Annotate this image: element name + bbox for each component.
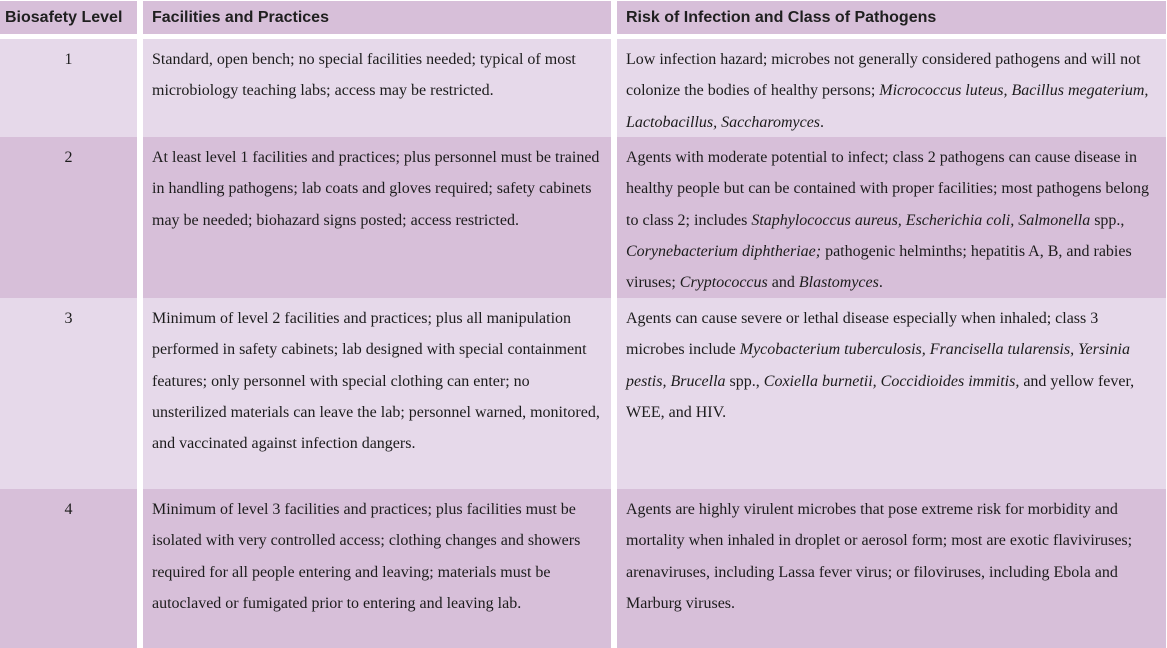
species-name-text: Coxiella burnetii, Coccidioides immitis, xyxy=(763,372,1020,390)
table-header-row xyxy=(0,1,1166,34)
risk-text: spp., xyxy=(1090,211,1125,229)
risk-text: Agents are highly virulent microbes that pose extreme risk for morbidity and mortality when inhaled in droplet or aerosol form; most are exotic flaviviruses; arenaviruses, including Lassa fever virus; or filoviruses, including Ebola and Marburg viruses. xyxy=(626,501,1133,612)
level-cell: 3 xyxy=(0,298,137,489)
risk-cell xyxy=(617,39,1166,137)
species-name-text: Mycobacterium tuberculosis, Francisella tularensis, Yersinia pestis, Brucella xyxy=(626,341,1130,390)
risk-text: and xyxy=(767,274,799,292)
risk-text: Agents with moderate potential to infect; class 2 pathogens can cause disease in healthy people but can be contained with proper facilities; most pathogens belong to class 2; includes xyxy=(626,149,1149,229)
table-row xyxy=(0,489,1166,648)
header-facilities-and-practices: Facilities and Practices xyxy=(143,1,611,34)
risk-cell xyxy=(617,137,1166,298)
table-row xyxy=(0,298,1166,489)
species-name-text: Corynebacterium diphtheriae; xyxy=(626,242,822,260)
table-row xyxy=(0,39,1166,137)
risk-cell xyxy=(617,298,1166,489)
risk-text: and yellow fever, WEE, and HIV. xyxy=(626,372,1135,421)
level-cell: 2 xyxy=(0,137,137,298)
facilities-cell: Standard, open bench; no special facilities needed; typical of most microbiology teaching labs; access may be restricted. xyxy=(143,39,611,137)
risk-text: Agents can cause severe or lethal disease especially when inhaled; class 3 microbes include xyxy=(626,310,1099,359)
facilities-cell: Minimum of level 3 facilities and practices; plus facilities must be isolated with very controlled access; clothing changes and showers required for all people entering and leaving; materials must be autoclaved or fumigated prior to entering and leaving lab. xyxy=(143,489,611,648)
risk-text: pathogenic helminths; hepatitis A, B, and rabies viruses; xyxy=(626,242,1132,292)
risk-text: . xyxy=(878,274,883,292)
species-name-text: Staphylococcus aureus, Escherichia coli, Salmonella xyxy=(751,211,1091,229)
risk-cell xyxy=(617,489,1166,648)
header-biosafety-level: Biosafety Level xyxy=(0,1,137,34)
table-row xyxy=(0,137,1166,298)
header-risk-of-infection: Risk of Infection and Class of Pathogens xyxy=(617,1,1166,34)
species-name-text: Micrococcus luteus, Bacillus megaterium, Lactobacillus, Saccharomyces xyxy=(626,82,1149,131)
level-cell: 1 xyxy=(0,39,137,137)
species-name-text: Blastomyces xyxy=(798,274,879,292)
risk-text: Low infection hazard; microbes not generally considered pathogens and will not colonize the bodies of healthy persons; xyxy=(626,51,1141,100)
risk-text: spp., xyxy=(725,372,764,390)
facilities-cell: Minimum of level 2 facilities and practices; plus all manipulation performed in safety cabinets; lab designed with special containment features; only personnel with special clothing can enter; no unsterilized materials can leave the lab; personnel warned, monitored, and vaccinated against infection dangers. xyxy=(143,298,611,489)
species-name-text: Cryptococcus xyxy=(679,274,768,292)
facilities-cell: At least level 1 facilities and practices; plus personnel must be trained in handling pathogens; lab coats and gloves required; safety cabinets may be needed; biohazard signs posted; access restricted. xyxy=(143,137,611,298)
level-cell: 4 xyxy=(0,489,137,648)
risk-text: . xyxy=(820,113,825,131)
